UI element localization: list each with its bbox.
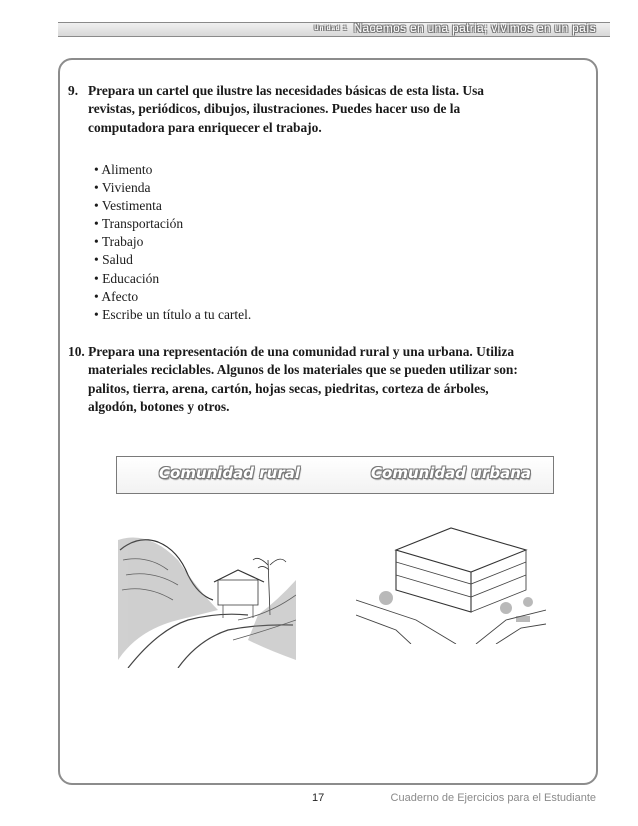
community-comparison-box [116, 456, 554, 494]
rural-community-label: Comunidad rural [159, 464, 300, 482]
list-item: • Alimento [94, 162, 153, 177]
unit-label: Unidad 1 [314, 26, 348, 32]
book-title: Cuaderno de Ejercicios para el Estudiante [390, 792, 596, 804]
list-item: • Afecto [94, 288, 139, 304]
question-line: materiales reciclables. Algunos de los materiales que se pueden utilizar son: [88, 362, 518, 378]
question-number: 9. [68, 83, 79, 98]
urban-community-label: Comunidad urbana [371, 464, 531, 482]
question-line: palitos, tierra, arena, cartón, hojas secas, piedritas, corteza de árboles, [88, 380, 489, 396]
question-line: revistas, periódicos, dibujos, ilustraciones. Puedes hacer uso de la [88, 101, 461, 117]
list-item: • Vivienda [94, 180, 151, 196]
basic-needs-list [94, 161, 251, 324]
question-line: algodón, botones y otros. [88, 399, 230, 415]
question-9 [68, 82, 566, 137]
list-item: • Trabajo [94, 234, 144, 250]
list-item: • Transportación [94, 216, 184, 232]
question-10 [68, 343, 566, 417]
list-item: • Salud [94, 252, 133, 268]
question-number: 10. [68, 344, 85, 359]
chapter-header [314, 21, 596, 35]
rural-community-illustration [118, 520, 296, 668]
question-line: Prepara un cartel que ilustre las necesidades básicas de esta lista. Usa [88, 83, 485, 98]
question-line: computadora para enriquecer el trabajo. [88, 119, 322, 135]
chapter-title: Nacemos en una patria; vivimos en un país [353, 21, 596, 35]
page-number: 17 [312, 792, 325, 804]
urban-community-illustration [356, 520, 546, 644]
list-item: • Vestimenta [94, 198, 162, 214]
list-item: • Educación [94, 270, 160, 286]
list-item: • Escribe un título a tu cartel. [94, 306, 252, 322]
question-line: Prepara una representación de una comunidad rural y una urbana. Utiliza [88, 344, 515, 359]
